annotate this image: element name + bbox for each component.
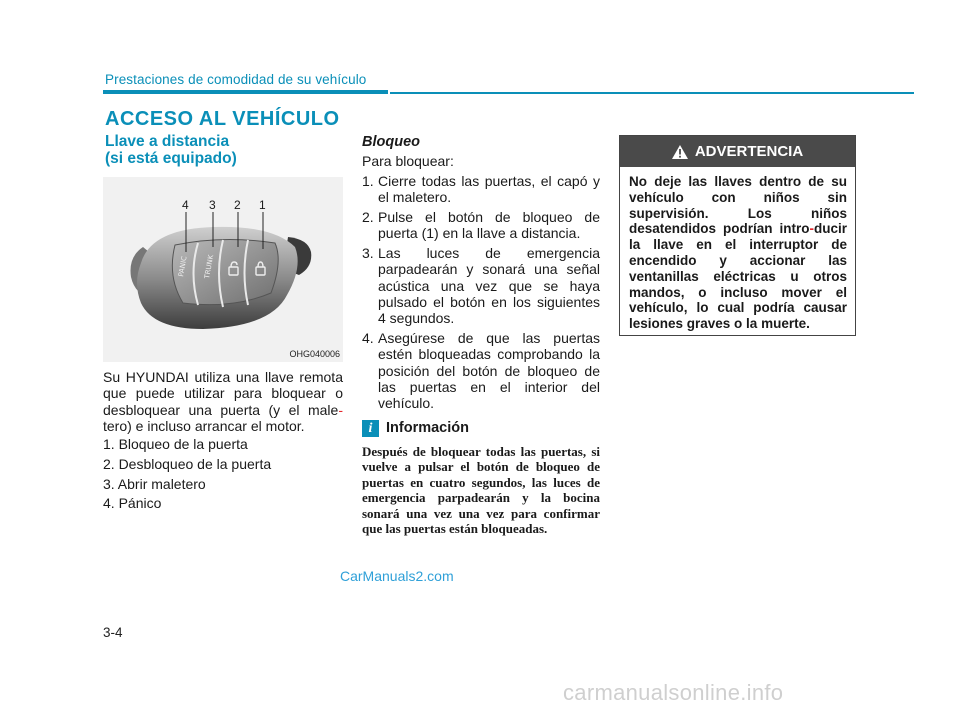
- intro-paragraph: [103, 369, 343, 434]
- subsection-title-line1: Llave a distancia: [105, 133, 230, 150]
- lock-steps: [362, 173, 600, 415]
- header-rule-thin: [390, 92, 914, 94]
- step-item: 2. Pulse el botón de bloqueo de puerta (1) en la llave a distancia.: [362, 209, 600, 242]
- callout-3: 3: [209, 198, 216, 212]
- step-item: 4. Asegúrese de que las puertas estén bloqueadas comprobando la posición del botón de bloqueo de las puertas en el interior del vehículo.: [362, 330, 600, 412]
- figure-code: OHG040006: [289, 349, 340, 359]
- warning-title: ADVERTENCIA: [694, 143, 804, 160]
- info-body: Después de bloquear todas las puertas, si vuelve a pulsar el botón de bloqueo de puertas en cuatro segundos, las luces de emergencia parpadearán y la bocina sonará una vez una vez para confirmar que las puertas están bloqueadas.: [362, 444, 600, 537]
- list-item: 2. Desbloqueo de la puerta: [103, 456, 272, 472]
- callout-4: 4: [182, 198, 189, 212]
- info-icon: i: [362, 420, 379, 437]
- section-title: ACCESO AL VEHÍCULO: [105, 108, 340, 130]
- list-item: 3. Abrir maletero: [103, 476, 206, 492]
- callout-2: 2: [234, 198, 241, 212]
- watermark-link[interactable]: CarManuals2.com: [340, 568, 454, 584]
- svg-text:PANIC: PANIC: [177, 255, 189, 278]
- step-item: 1. Cierre todas las puertas, el capó y el maletero.: [362, 173, 600, 206]
- callout-1: 1: [259, 198, 266, 212]
- list-item: 4. Pánico: [103, 495, 162, 511]
- intro-text-2: tero) e incluso arrancar el motor.: [103, 417, 305, 434]
- list-item: 1. Bloqueo de la puerta: [103, 436, 248, 452]
- warning-triangle-icon: [672, 145, 688, 159]
- page-number: 3-4: [103, 625, 123, 640]
- hyphen-mark: -: [338, 401, 343, 418]
- lock-heading: Bloqueo: [362, 134, 420, 150]
- key-fob-figure: [103, 177, 343, 362]
- hyphen-mark: -: [809, 221, 814, 237]
- svg-text:TRUNK: TRUNK: [203, 254, 216, 280]
- subsection-title-line2: (si está equipado): [105, 150, 237, 167]
- header-rule-thick: [103, 90, 388, 94]
- key-fob-illustration: [103, 177, 343, 362]
- lock-intro: Para bloquear:: [362, 153, 454, 169]
- chapter-header: Prestaciones de comodidad de su vehículo: [105, 72, 367, 87]
- warning-header: [620, 136, 855, 167]
- intro-text-1: Su HYUNDAI utiliza una llave remota que puede utilizar para bloquear o desbloquear una puerta (y el male: [103, 369, 343, 418]
- info-title: Información: [386, 420, 469, 436]
- warning-body: No deje las llaves dentro de su vehículo con niños sin supervisión. Los niños desatendidos podrían intro-ducir la llave en el interruptor de encendido y accionar las ventanillas eléctricas u otros mandos, o incluso mover el vehículo, lo cual podría causar lesiones graves o la muerte.: [629, 174, 847, 332]
- step-item: 3. Las luces de emergencia parpadearán y sonará una señal acústica una vez que se haya pulsado el botón en los siguientes 4 segundos.: [362, 245, 600, 327]
- watermark-footer: carmanualsonline.info: [563, 680, 784, 705]
- subsection-title: [105, 133, 345, 167]
- warning-box: [619, 135, 856, 336]
